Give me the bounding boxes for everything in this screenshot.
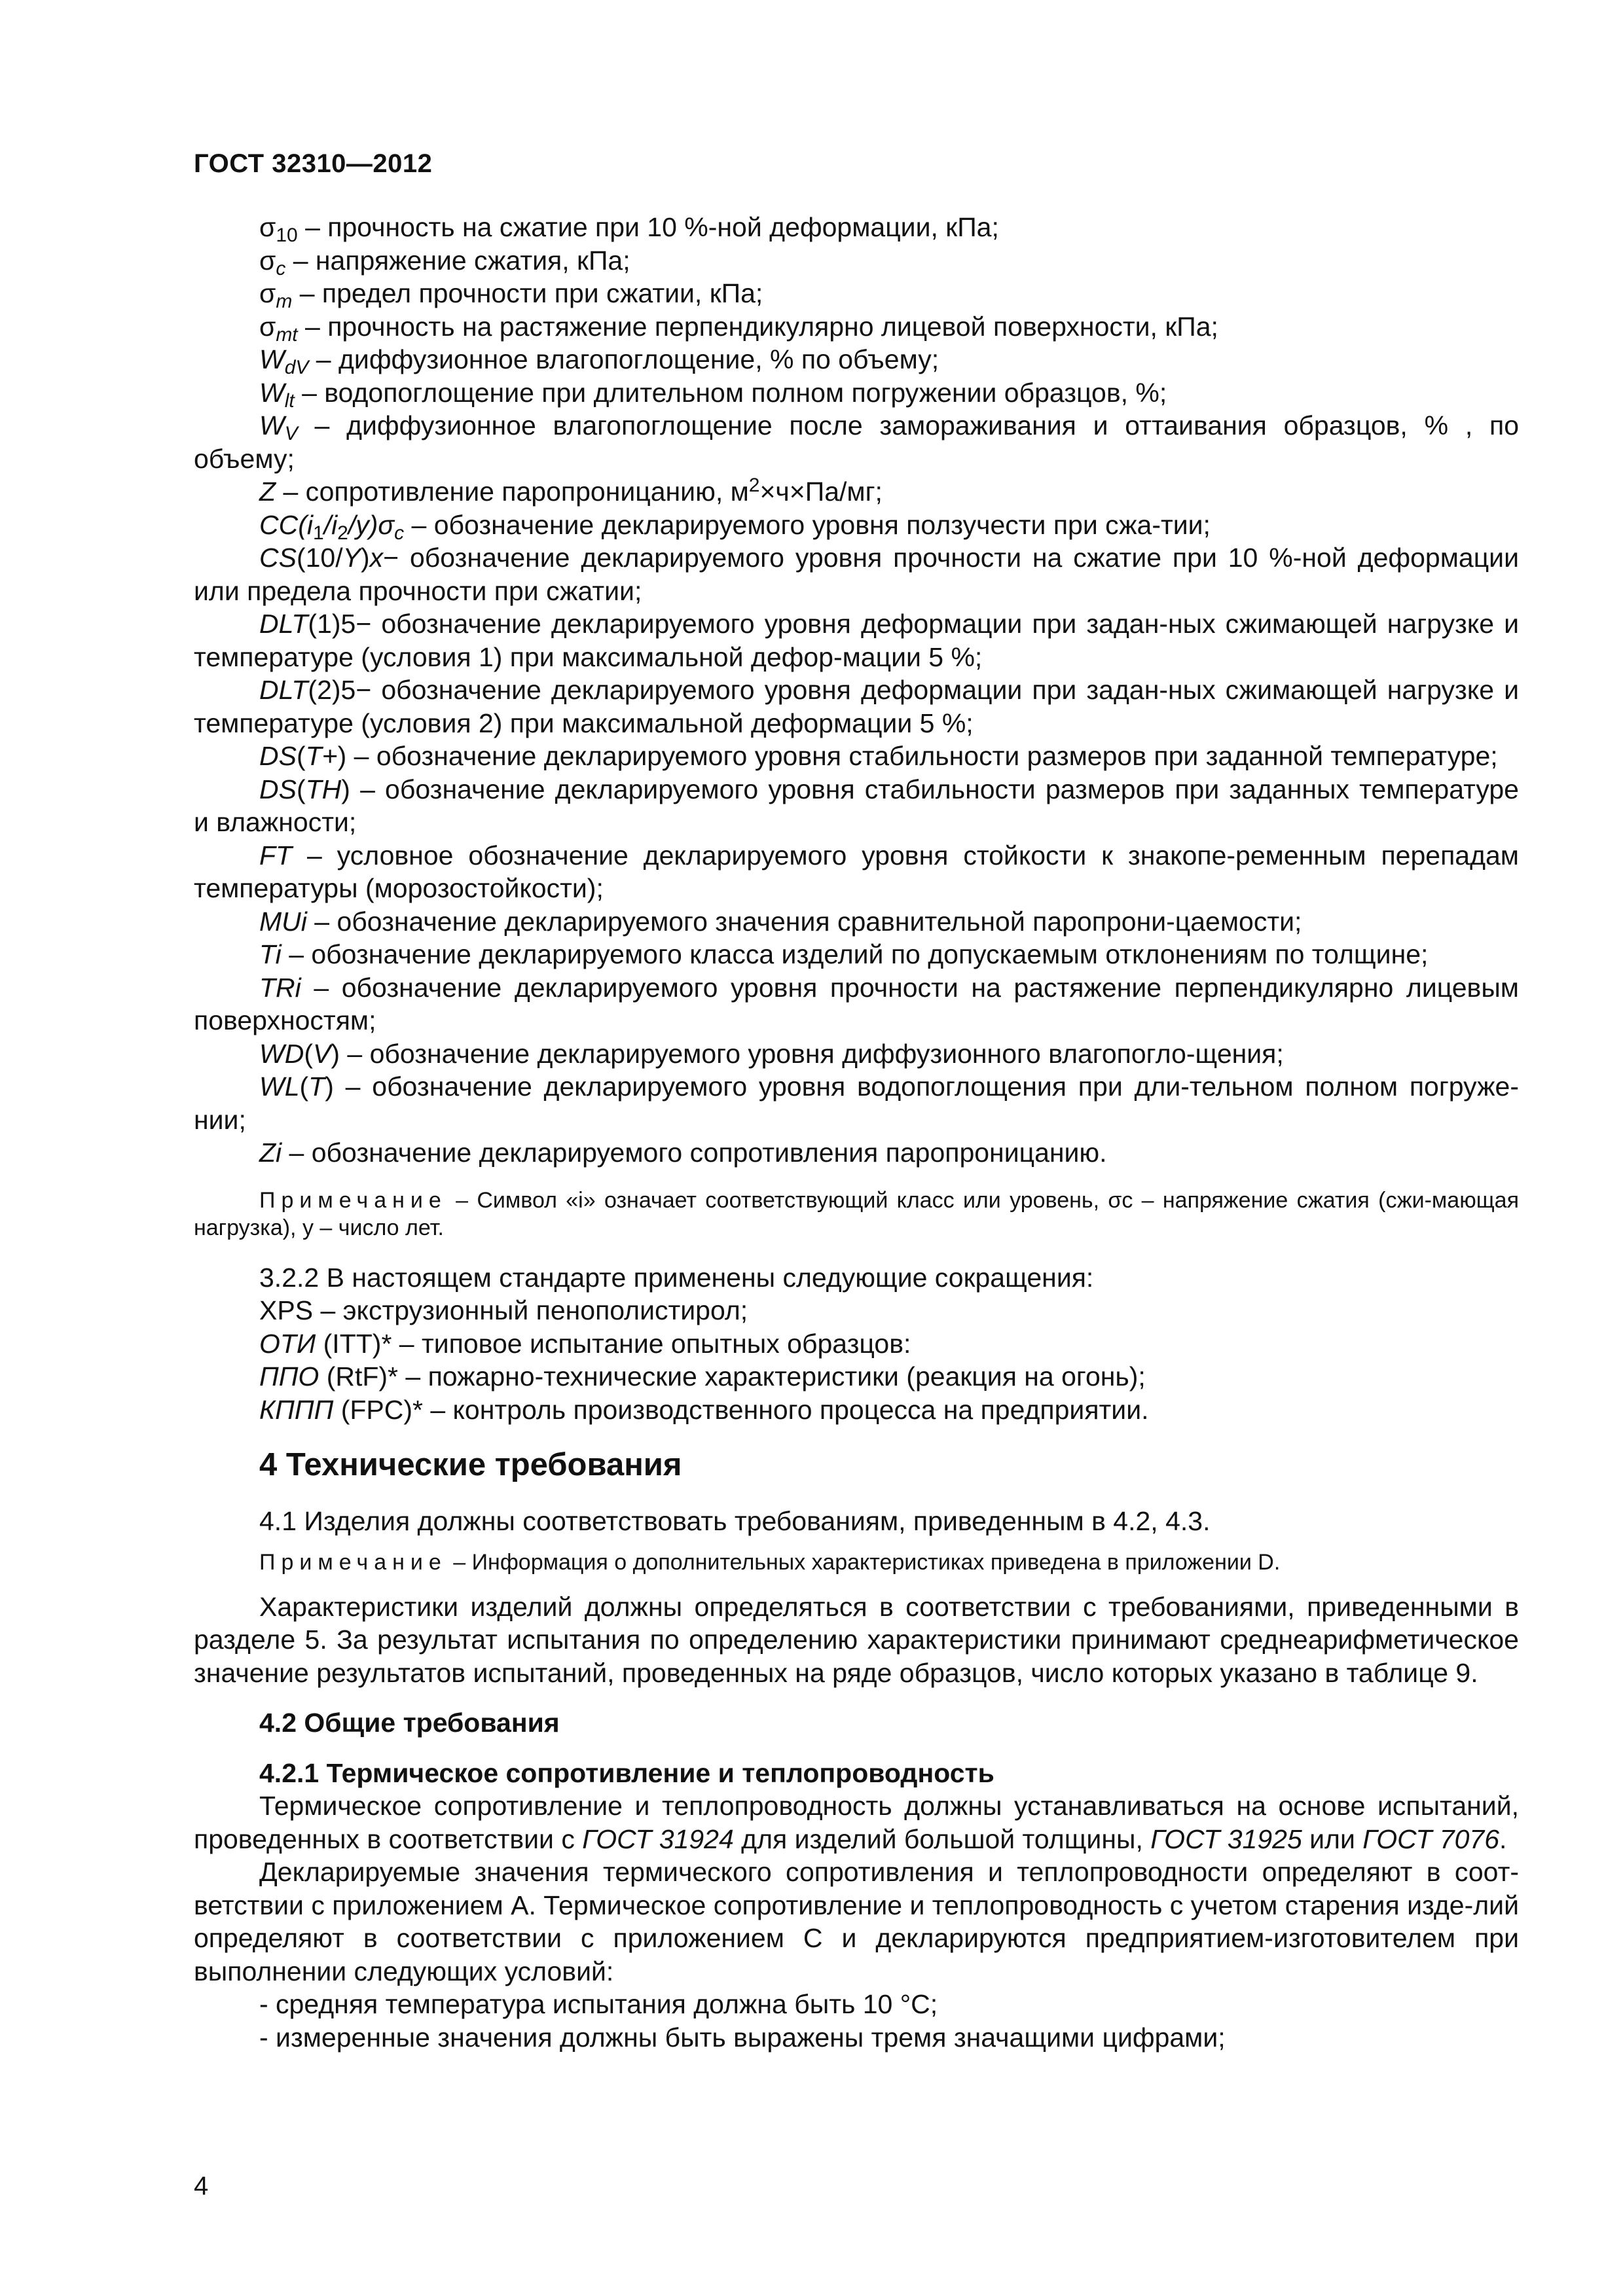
abbreviation-line: XPS – экструзионный пенополистирол; bbox=[259, 1295, 748, 1325]
designation-line: Zi – обозначение декларируемого сопротивления паропроницанию. bbox=[259, 1138, 1107, 1168]
list-item: - средняя температура испытания должна быть 10 °С; bbox=[259, 1989, 938, 2019]
designation-line: DLT(2)5− обозначение декларируемого уровня деформации при задан-ных сжимающей нагрузке и температуре (условия 2) при максимальной деформации 5 %; bbox=[194, 675, 1519, 738]
paragraph-4-1: 4.1 Изделия должны соответствовать требованиям, приведенным в 4.2, 4.3. bbox=[259, 1506, 1211, 1536]
designation-line: FT – условное обозначение декларируемого уровня стойкости к знакопе-ременным перепадам температуры (морозостойкости); bbox=[194, 840, 1519, 903]
symbol-line: $\sigma_c$ – напряжение сжатия, кПа; bbox=[259, 245, 630, 279]
list-item: - измеренные значения должны быть выражены тремя значащими цифрами; bbox=[259, 2022, 1226, 2053]
page-number: 4 bbox=[194, 2172, 209, 2200]
section-4-2-1-heading: 4.2.1 Термическое сопротивление и теплопроводность bbox=[259, 1757, 994, 1788]
note-text: – Символ «i» означает соответствующий класс или уровень, σc – напряжение сжатия (сжи-мающая нагрузка), y – число лет. bbox=[194, 1187, 1519, 1240]
symbol-line: $W_{dV}$ – диффузионное влагопоглощение, % по объему; bbox=[259, 344, 939, 378]
abbreviation-line: ОТИ (ITT)* – типовое испытание опытных образцов: bbox=[259, 1328, 911, 1359]
note-label: Примечание bbox=[259, 1549, 447, 1575]
designation-line: MUi – обозначение декларируемого значения сравнительной паропрони-цаемости; bbox=[259, 906, 1302, 937]
symbol-line: $W_V$ – диффузионное влагопоглощение после замораживания и оттаивания образцов, % , по объему; bbox=[194, 410, 1519, 474]
designation-line: DS(T+) – обозначение декларируемого уровня стабильности размеров при заданной температуре; bbox=[259, 741, 1498, 771]
symbol-line: $\sigma_{10}$ – прочность на сжатие при 10 %-ной деформации, кПа; bbox=[259, 212, 999, 246]
note bbox=[194, 1549, 1519, 1576]
note-text: – Информация о дополнительных характеристиках приведена в приложении D. bbox=[447, 1549, 1281, 1575]
designation-line: DLT(1)5− обозначение декларируемого уровня деформации при задан-ных сжимающей нагрузке и температуре (условия 1) при максимальной дефор-мации 5 %; bbox=[194, 609, 1519, 672]
note bbox=[194, 1187, 1519, 1242]
symbol-line: $\sigma_{mt}$ – прочность на растяжение перпендикулярно лицевой поверхности, кПа; bbox=[259, 311, 1218, 346]
abbreviation-line: КППП (FPC)* – контроль производственного процесса на предприятии. bbox=[259, 1394, 1149, 1425]
designation-line: WL(T) – обозначение декларируемого уровня водопоглощения при дли-тельном полном погруже-нии; bbox=[194, 1071, 1519, 1135]
symbol-line: $\sigma_m$ – предел прочности при сжатии, кПа; bbox=[259, 278, 763, 312]
designation-line: Ti – обозначение декларируемого класса изделий по допускаемым отклонениям по толщине; bbox=[259, 939, 1429, 969]
section-4-2-heading: 4.2 Общие требования bbox=[259, 1708, 560, 1738]
paragraph: Термическое сопротивление и теплопроводность должны устанавливаться на основе испытаний, проведенных в соответствии с ГОСТ 31924 для изделий большой толщины, ГОСТ 31925 или ГОСТ 7076. bbox=[194, 1791, 1519, 1854]
symbol-line: Z – сопротивление паропроницанию, $м^2\times ч\times Па/мг$; bbox=[259, 475, 883, 507]
paragraph: Декларируемые значения термического сопротивления и теплопроводности определяют в соот-ветствии с приложением А. Термическое сопротивление и теплопроводность с учетом старения изде-лий определяют в соответствии с приложением С и декларируются предприятием-изготовителем при выполнении следующих условий: bbox=[194, 1857, 1519, 1986]
page-content bbox=[194, 211, 1519, 2054]
paragraph: Характеристики изделий должны определяться в соответствии с требованиями, приведенными в разделе 5. За результат испытания по определению характеристики принимают среднеарифметическое значение результатов испытаний, проведенных на ряде образцов, число которых указано в таблице 9. bbox=[194, 1591, 1519, 1688]
section-4-heading: 4 Технические требования bbox=[259, 1447, 682, 1482]
abbreviation-line: ППО (RtF)* – пожарно-технические характеристики (реакция на огонь); bbox=[259, 1361, 1146, 1391]
designation-line: TRi – обозначение декларируемого уровня прочности на растяжение перпендикулярно лицевым поверхностям; bbox=[194, 972, 1519, 1035]
section-3-2-2-intro: 3.2.2 В настоящем стандарте применены следующие сокращения: bbox=[259, 1262, 1094, 1293]
designation-line: DS(TH) – обозначение декларируемого уровня стабильности размеров при заданных температуре и влажности; bbox=[194, 774, 1519, 837]
designation-line: WD(V) – обозначение декларируемого уровня диффузионного влагопогло-щения; bbox=[259, 1038, 1284, 1069]
designation-line: CS(10/Y)x− обозначение декларируемого уровня прочности на сжатие при 10 %-ной деформации или предела прочности при сжатии; bbox=[194, 543, 1519, 606]
note-label: Примечание bbox=[259, 1187, 447, 1213]
symbol-line: $W_{lt}$ – водопоглощение при длительном полном погружении образцов, %; bbox=[259, 377, 1167, 412]
symbol-line: $CC(i_1/i_2/y)\sigma_c$ – обозначение декларируемого уровня ползучести при сжа-тии; bbox=[259, 509, 1211, 544]
document-header: ГОСТ 32310—2012 bbox=[194, 149, 433, 178]
